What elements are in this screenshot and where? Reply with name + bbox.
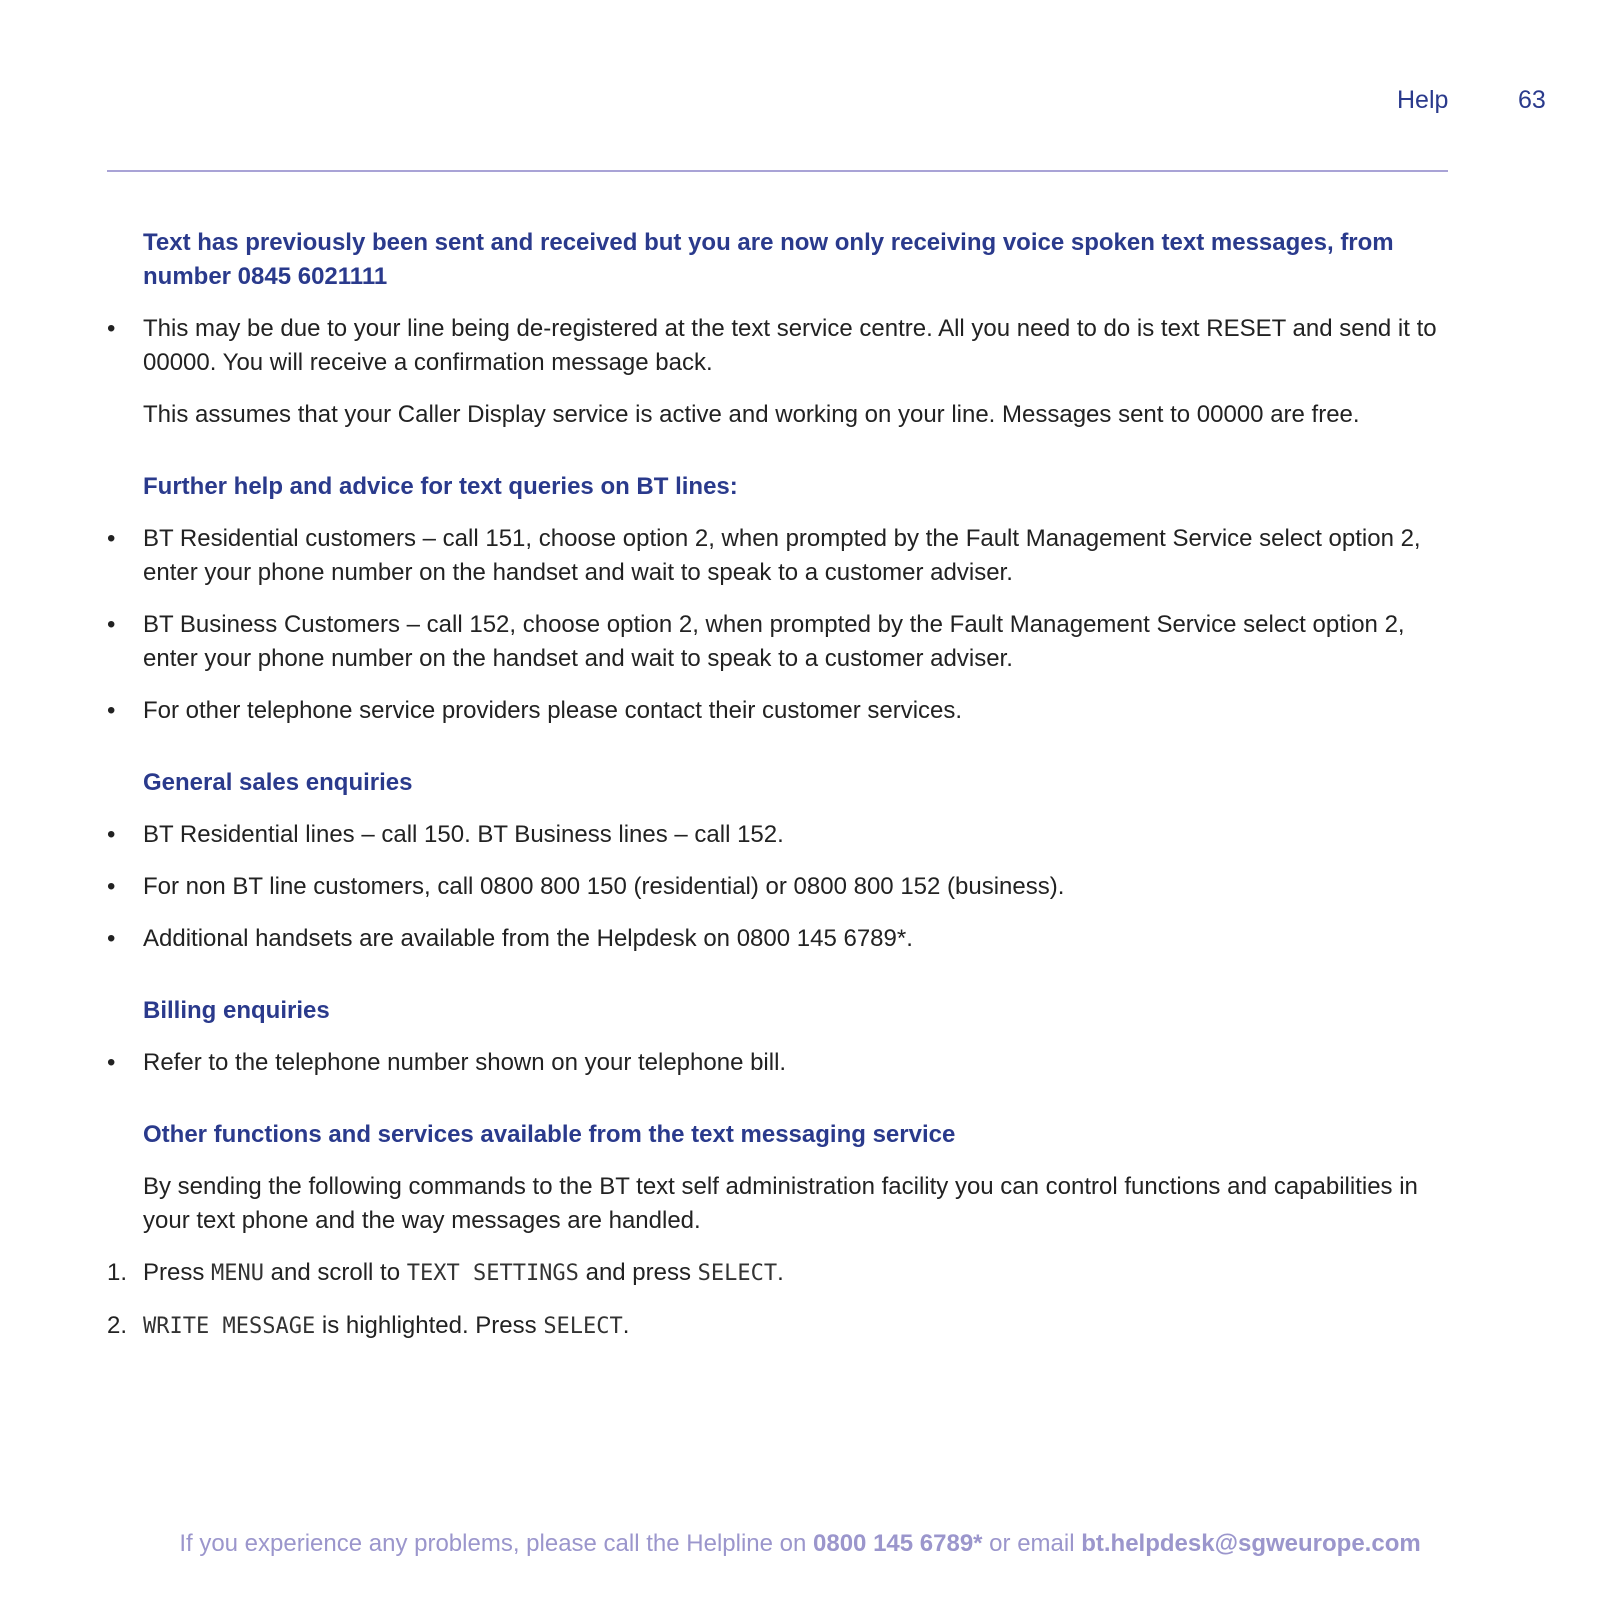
footer-text: or email [982, 1530, 1082, 1557]
section-heading: Further help and advice for text queries on BT lines: [143, 473, 738, 500]
page-content [107, 226, 1452, 1382]
list-item-text: Additional handsets are available from the Helpdesk on 0800 145 6789*. [143, 925, 913, 952]
step-text: . [622, 1312, 630, 1339]
list-item [107, 522, 1452, 590]
list-item-text: BT Business Customers – call 152, choose option 2, when prompted by the Fault Management Service select option 2, enter your phone number on the handset and wait to speak to a customer adviser. [143, 611, 1405, 672]
lcd-menu-label: WRITE MESSAGE [143, 1314, 316, 1339]
bullet-marker: • [107, 873, 116, 900]
list-item-text: BT Residential customers – call 151, choose option 2, when prompted by the Fault Management Service select option 2, enter your phone number on the handset and wait to speak to a customer adviser. [143, 525, 1421, 586]
step-item [107, 1256, 1452, 1291]
bullet-marker: • [107, 315, 116, 342]
list-item [107, 818, 1452, 852]
bullet-marker: • [107, 611, 116, 638]
bullet-marker: • [107, 925, 116, 952]
step-text: . [777, 1259, 784, 1286]
list-item [107, 608, 1452, 676]
list-item-text: This may be due to your line being de-registered at the text service centre. All you need to do is text RESET and send it to 00000. You will receive a confirmation message back. [143, 315, 1437, 376]
section-billing-enquiries [107, 994, 1452, 1080]
section-heading: General sales enquiries [143, 769, 413, 796]
section-further-help [107, 470, 1452, 728]
list-item [107, 1046, 1452, 1080]
list-item-text: For other telephone service providers please contact their customer services. [143, 697, 963, 724]
step-text: and press [578, 1259, 698, 1286]
section-voice-messages [107, 226, 1452, 432]
list-item [107, 694, 1452, 728]
lcd-menu-label: SELECT [543, 1314, 623, 1339]
step-number: 1. [107, 1259, 128, 1286]
list-item-text: Refer to the telephone number shown on your telephone bill. [143, 1049, 787, 1076]
list-item-text: For non BT line customers, call 0800 800 150 (residential) or 0800 800 152 (business). [143, 873, 1065, 900]
bullet-marker: • [107, 1049, 116, 1076]
lcd-menu-label: SELECT [697, 1261, 778, 1286]
step-text: Press [143, 1259, 212, 1286]
helpdesk-email: bt.helpdesk@sgweurope.com [1081, 1530, 1421, 1557]
step-number: 2. [107, 1312, 128, 1339]
bullet-marker: • [107, 697, 116, 724]
section-sales-enquiries [107, 766, 1452, 956]
section-heading: Billing enquiries [143, 997, 330, 1024]
page-number: 63 [1518, 86, 1546, 114]
section-heading: Text has previously been sent and received but you are now only receiving voice spoken text messages, from number 0845 6021111 [143, 229, 1394, 290]
list-item [107, 312, 1452, 380]
list-item [107, 922, 1452, 956]
step-item [107, 1309, 1452, 1344]
header-rule [107, 170, 1448, 172]
bullet-marker: • [107, 525, 116, 552]
list-item-text: BT Residential lines – call 150. BT Business lines – call 152. [143, 821, 784, 848]
section-heading: Other functions and services available from the text messaging service [143, 1121, 956, 1148]
section-other-functions [107, 1118, 1452, 1344]
step-text: and scroll to [264, 1259, 407, 1286]
list-item [107, 870, 1452, 904]
paragraph: This assumes that your Caller Display service is active and working on your line. Messages sent to 00000 are free. [143, 401, 1360, 428]
helpline-phone: 0800 145 6789* [813, 1530, 983, 1557]
footer-text: If you experience any problems, please call the Helpline on [179, 1530, 814, 1557]
step-text: is highlighted. Press [315, 1312, 544, 1339]
lcd-menu-label: MENU [211, 1261, 264, 1286]
lcd-menu-label: TEXT SETTINGS [406, 1261, 579, 1286]
bullet-marker: • [107, 821, 116, 848]
helpline-footer [0, 1530, 1600, 1558]
paragraph: By sending the following commands to the BT text self administration facility you can control functions and capabilities in your text phone and the way messages are handled. [143, 1173, 1418, 1234]
header-section-label: Help [1397, 86, 1449, 114]
